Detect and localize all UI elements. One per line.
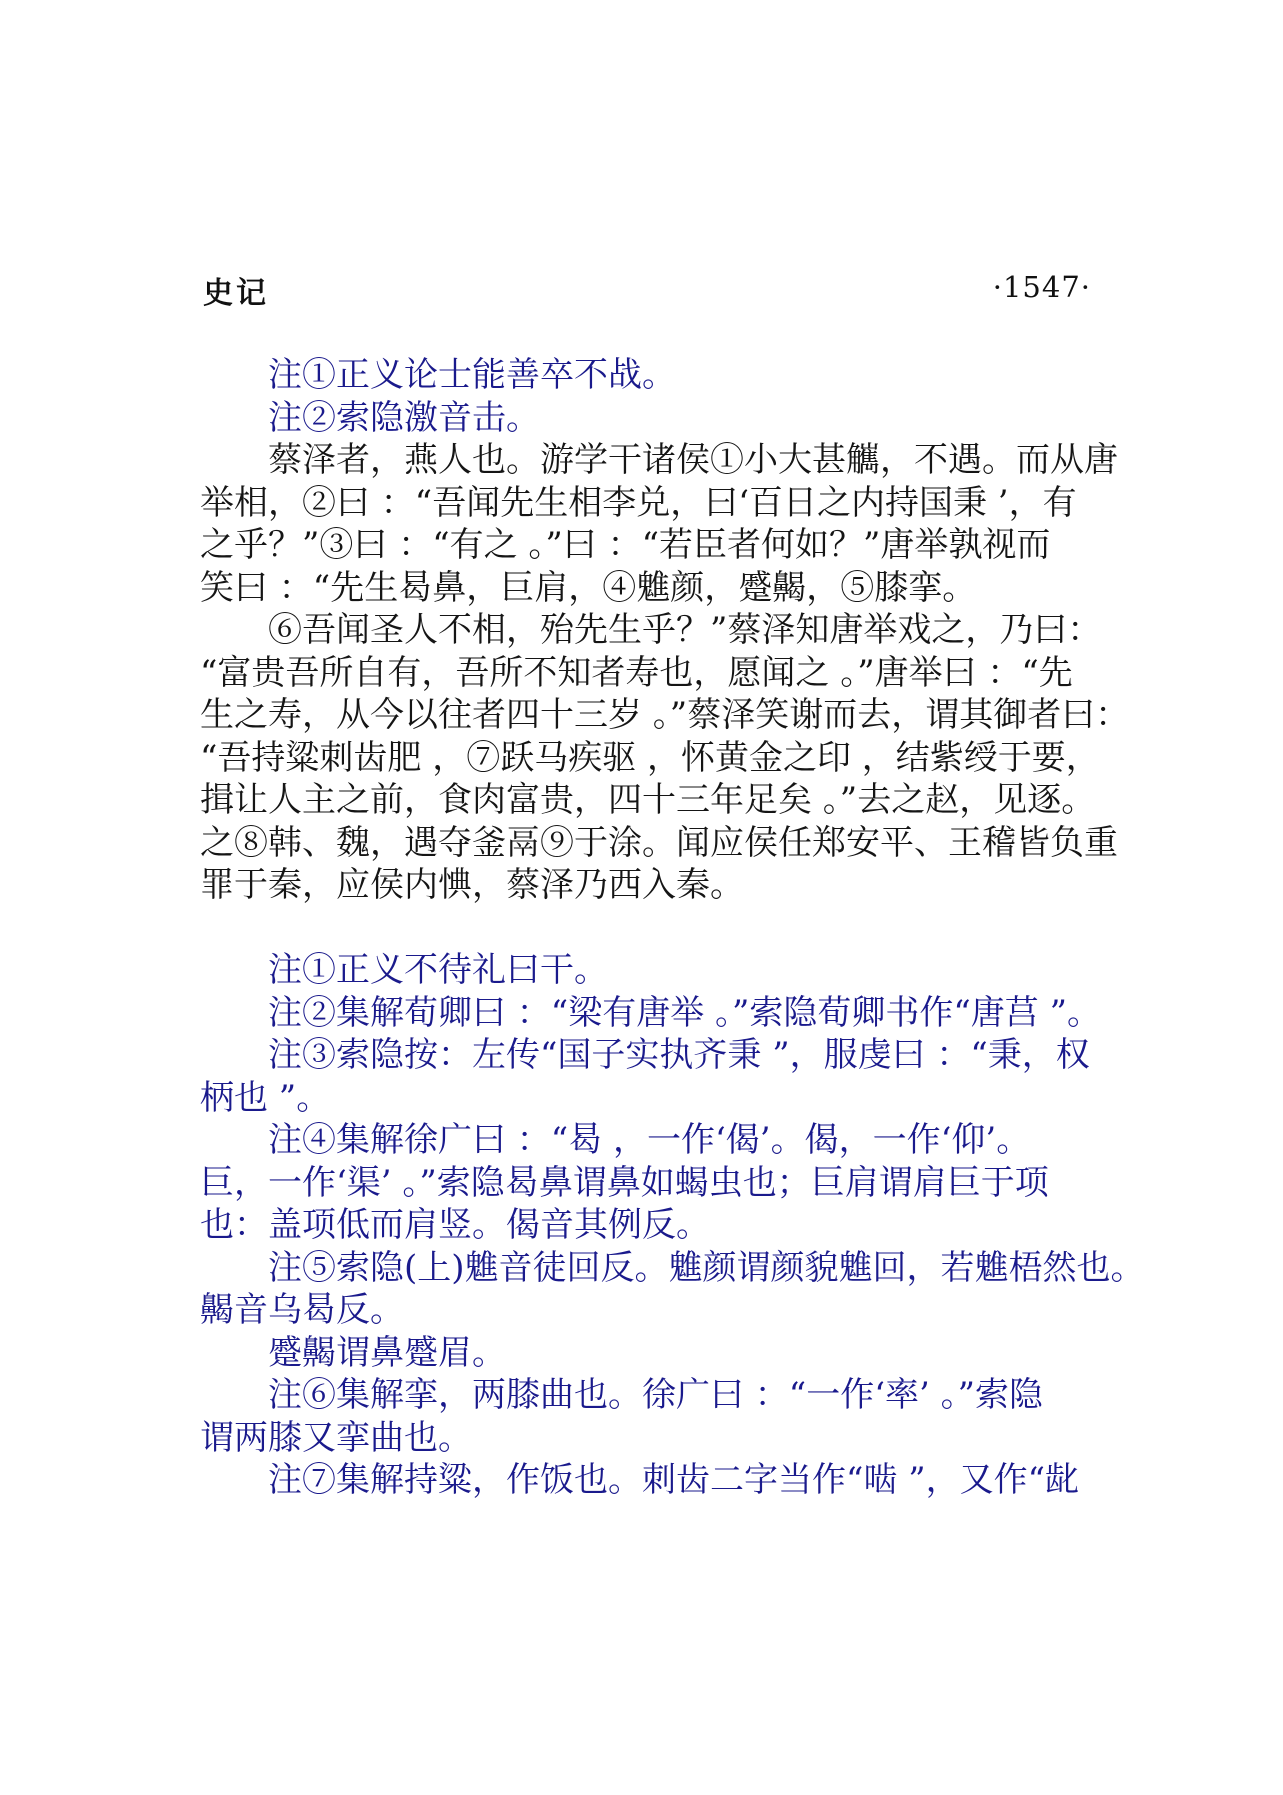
text-line: 之⑧韩、魏，遇夺釜鬲⑨于涂。闻应侯任郑安平、王稽皆负重	[200, 822, 1118, 863]
book-title: 史记	[203, 276, 269, 311]
annotation-line: 注①正义不待礼曰干。	[268, 950, 608, 990]
annotation-line: 注②索隐激音击。	[268, 397, 540, 438]
annotation-line: 也：盖项低而肩竖。偈音其例反。	[200, 1205, 710, 1245]
section-gap	[200, 907, 1105, 950]
annotation-line: 蹙齃谓鼻蹙眉。	[268, 1332, 506, 1373]
annotation-line: 注⑤索隐(上)魋音徒回反。魋颜谓颜貌魋回，若魋梧然也。	[268, 1247, 1145, 1288]
text-line: 笑曰 ：“先生曷鼻，巨肩，④魋颜，蹙齃，⑤膝挛。	[200, 567, 977, 608]
text-line: “富贵吾所自有，吾所不知者寿也，愿闻之 。”唐举曰 ：“先	[200, 652, 1073, 693]
text-line: 举相，②曰 ：“吾闻先生相李兑，曰‘百日之内持国秉 ’，有	[200, 482, 1077, 523]
text-line: 生之寿，从今以往者四十三岁 。”蔡泽笑谢而去，谓其御者曰：	[200, 695, 1130, 735]
text-line: 之乎？”③曰 ：“有之 。”曰 ：“若臣者何如？”唐举孰视而	[200, 525, 1051, 565]
annotation-line: 注④集解徐广曰 ：“曷 ，一作‘偈’。偈，一作‘仰’。	[268, 1120, 1031, 1160]
annotation-line: 注⑥集解挛，两膝曲也。徐广曰 ：“一作‘率’ 。”索隐	[268, 1375, 1043, 1415]
annotation-line: 注①正义论士能善卒不战。	[268, 355, 676, 395]
page-header	[203, 268, 1091, 310]
text-line: 蔡泽者，燕人也。游学干诸侯①小大甚觽，不遇。而从唐	[268, 440, 1118, 480]
annotation-line: 注②集解荀卿曰 ：“梁有唐举 。”索隐荀卿书作“唐莒 ”。	[268, 992, 1101, 1033]
page-body	[200, 354, 1145, 1502]
annotation-line: 齃音乌曷反。	[200, 1290, 404, 1330]
annotation-line: 谓两膝又挛曲也。	[200, 1417, 472, 1458]
text-line: “吾持粱刺齿肥 ，⑦跃马疾驱 ，怀黄金之印 ，结紫绶于要，	[200, 737, 1100, 778]
annotation-line: 注③索隐按：左传“国子实执齐秉 ”，服虔曰 ：“秉，权	[268, 1035, 1090, 1075]
annotation-line: 巨，一作‘渠’ 。”索隐曷鼻谓鼻如蝎虫也；巨肩谓肩巨于项	[200, 1162, 1049, 1203]
text-line: 揖让人主之前，食肉富贵，四十三年足矣 。”去之赵，见逐。	[200, 780, 1096, 820]
text-line: 罪于秦，应侯内㥏，蔡泽乃西入秦。	[200, 865, 744, 905]
annotation-line: 柄也 ”。	[200, 1077, 331, 1118]
text-line: ⑥吾闻圣人不相，殆先生乎？”蔡泽知唐举戏之，乃曰：	[268, 610, 1102, 650]
page-number: ·1547·	[992, 270, 1091, 304]
annotation-line: 注⑦集解持粱，作饭也。刺齿二字当作“啮 ”，又作“龀	[268, 1460, 1079, 1500]
